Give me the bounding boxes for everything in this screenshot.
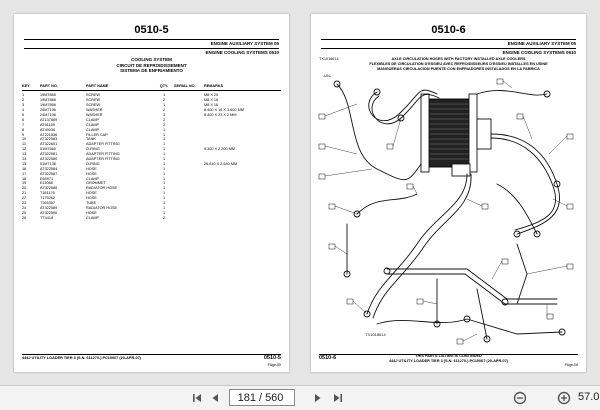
footer-continued: THIS PARTS LISTING IS CONTINUED [415,354,482,358]
parts-table-body [22,93,281,220]
row-part-name: RADIATOR HOSE [86,205,118,210]
row-qty: 1 [162,142,166,147]
row-part-no: T165357 [40,201,55,206]
row-qty: 2 [162,122,166,127]
group-title-fr: CIRCUIT DE REFROIDISSEMENT [116,62,187,68]
zoom-out-button[interactable] [512,390,528,406]
page-title: 0510-5 [134,24,169,36]
header-system: ENGINE AUXILIARY SYSTEM 05 [210,41,279,46]
row-part-no: AT49036 [40,127,56,132]
diagram-label: TX1018614 [365,332,386,337]
row-part-name: HOSE [86,171,97,176]
footer-rule [22,354,281,355]
header-rule [321,48,576,49]
row-part-name: WASHER [86,113,103,117]
row-key: 25 [22,210,27,215]
row-part-name: ADAPTER FITTING [86,142,120,147]
header-section: ENGINE COOLING SYSTEMS 0510 [502,50,576,55]
footer-notes [351,354,546,364]
row-part-name: HOSE [86,166,97,171]
row-remarks: 8.400 X 16 X 1.600 MM [204,108,244,113]
row-key: 24 [22,205,27,210]
row-part-no: AT137869 [40,117,58,122]
row-key: 15 [22,161,27,166]
row-key: 12 [22,147,27,152]
row-key: 1 [22,93,25,98]
parts-table-header [22,82,281,89]
table-row [22,113,281,118]
row-qty: 1 [162,191,166,196]
row-remarks: 8.400 X 23 X 2 MM [204,113,237,117]
next-page-button[interactable] [310,390,326,406]
header-rule [321,39,576,40]
footer-model: 444J UTILITY LOADER TIER 3 (S.N. 611270-) PC10007 (20-APR-07) [22,356,141,360]
cooler-core-drawing [421,94,491,172]
page-separator: / [259,391,263,404]
row-remarks: M8 X 20 [204,93,219,98]
row-part-no: 24M7196 [40,108,56,113]
row-key: 21 [22,191,27,196]
row-qty: 1 [162,157,166,162]
row-qty: 1 [162,166,166,171]
document-page-left [14,14,289,372]
row-key: 2 [22,98,25,103]
row-qty: 1 [162,201,166,206]
col-part-no: PART NO. [40,83,58,88]
row-part-no: 51M7136 [40,161,56,166]
figure-id: TX1018614 [319,57,339,61]
row-part-no: AT322590 [40,210,58,215]
row-key: 18 [22,176,27,181]
footer-page-ref: PAge-06 [564,363,578,367]
row-qty: 2 [162,215,166,220]
row-qty: 1 [162,196,166,201]
row-qty: 1 [162,132,166,137]
row-qty: 2 [162,108,166,113]
col-serial: SERIAL NO. [174,83,196,88]
zoom-out-icon [513,391,527,405]
col-remarks: REMARKS [204,83,224,88]
row-remarks: 9.300 X 2.200 MM [204,147,236,152]
group-title-en: COOLING SYSTEM [131,57,172,62]
header-section: ENGINE COOLING SYSTEMS 0510 [205,50,279,55]
row-key: 5 [22,113,25,117]
table-row [22,108,281,113]
row-part-no: AT322583 [40,137,58,142]
row-key: 19 [22,181,27,186]
previous-page-button[interactable] [207,390,223,406]
table-rule [22,90,281,91]
navigation-toolbar [0,385,600,410]
row-part-name: O-RING [86,161,100,166]
row-qty: 1 [162,205,166,210]
row-part-no: AT322589 [40,205,58,210]
row-part-no: T181176 [40,191,55,196]
row-part-name: CLAMP [86,127,100,132]
row-remarks: 26.610 X 2.540 MM [204,161,238,166]
table-row [22,93,281,98]
row-key: 13 [22,152,27,157]
table-row [22,103,281,108]
row-qty: 1 [162,137,166,142]
row-key: 20 [22,186,27,191]
row-key: 6 [22,117,25,122]
row-qty: 1 [162,181,166,186]
row-qty: 3 [162,113,166,117]
row-qty: 1 [162,103,166,108]
row-remarks: M8 X 16 [204,98,219,103]
row-part-no: AT322584 [40,166,58,171]
group-title-es: MANGUERAS CIRCULACION PUENTE CON ENFRIADORES INSTALADOS EN LA FABRICA [377,66,540,71]
row-part-name: TANK [86,137,96,142]
row-part-name: HOSE [86,210,97,215]
group-title-en: AXLE CIRCULATION HOSES WITH FACTORY INSTALLED AXLE COOLERS [391,57,526,61]
col-qty: QTY. [159,83,169,88]
row-qty: 1 [162,147,166,152]
row-part-no: T175262 [40,196,55,201]
footer-page-ref: PAge-05 [267,363,281,367]
table-row [22,98,281,103]
table-row [22,161,281,166]
row-qty: 1 [162,210,166,215]
row-part-name: FILLER CAP [86,132,108,137]
row-key: 23 [22,201,27,206]
table-row [22,215,281,220]
row-part-name: CLAMP [86,176,100,181]
row-part-name: SCREW [86,98,101,103]
group-title-fr: FLEXIBLES DE CIRCULATION D'ESSIEU AVEC REFROIDISSEURS D'ESSIEU INSTALLES EN USINE [369,61,548,66]
last-page-icon [332,392,344,404]
row-qty: 1 [162,161,166,166]
row-qty: 1 [162,152,166,157]
row-part-no: E65971 [40,176,54,181]
row-part-name: SCREW [86,93,101,98]
header-rule [24,39,279,40]
row-key: 9 [22,132,25,137]
next-page-icon [312,392,324,404]
row-qty: 1 [162,176,166,181]
row-part-no: 19M7865 [40,93,56,98]
row-part-no: 19M7866 [40,98,56,103]
row-qty: 1 [162,186,166,191]
last-page-button[interactable] [330,390,346,406]
row-part-no: E11086 [40,181,53,186]
row-part-name: CLAMP [86,117,100,122]
row-part-no: 51M7660 [40,147,56,152]
exploded-parts-diagram [317,74,579,349]
row-part-name: ADAPTER FITTING [86,152,120,157]
row-part-no: AT322601 [40,142,58,147]
total-pages: 560 [265,391,284,404]
footer-model: 444J UTILITY LOADER TIER 3 (S.N. 611270-) PC10007 (20-APR-07) [389,359,508,363]
row-part-no: TT4418 [40,215,54,220]
row-part-name: CLAMP [86,122,100,127]
page-number-box[interactable] [229,389,295,406]
row-part-name: HOSE [86,191,97,196]
row-key: 7 [22,122,25,127]
footer-page-code: 0510-5 [263,355,281,361]
row-key: 26 [22,215,27,220]
group-title-es: SISTEMA DE ENFRIAMIENTO [120,68,183,73]
row-part-no: 24M7196 [40,113,56,117]
row-part-no: AT322580 [40,157,58,162]
header-rule [24,48,279,49]
header-system: ENGINE AUXILIARY SYSTEM 05 [507,41,576,46]
row-part-name: O-RING [86,147,100,152]
row-key: 4 [22,108,25,113]
row-part-no: AT322587 [40,171,58,176]
first-page-button[interactable] [189,390,205,406]
zoom-in-icon [557,391,571,405]
row-qty: 2 [162,117,166,122]
row-key: 3 [22,103,25,108]
row-part-no: AT221836 [40,132,58,137]
row-part-name: SCREW [86,103,101,108]
row-part-name: ADAPTER FITTING [86,157,120,162]
row-key: 8 [22,127,25,132]
document-page-right [311,14,586,372]
row-qty: 2 [162,98,166,103]
zoom-level[interactable]: 57.0 [578,391,600,403]
row-qty: 1 [162,93,166,98]
figure-unit: -UN- [323,74,332,78]
page-title: 0510-6 [431,24,466,36]
row-remarks: M8 X 16 [204,103,219,108]
row-key: 10 [22,137,27,142]
row-key: 22 [22,196,27,201]
footer-page-code: 0510-6 [319,355,337,361]
row-key: 11 [22,142,26,147]
row-part-name: TUBE [86,201,97,206]
zoom-in-button[interactable] [556,390,572,406]
row-part-name: HOSE [86,196,97,201]
first-page-icon [191,392,203,404]
row-part-name: WASHER [86,108,103,113]
row-part-no: AT322581 [40,152,58,157]
row-key: 17 [22,171,27,176]
row-key: 14 [22,157,27,162]
previous-page-icon [209,392,221,404]
row-part-name: CLAMP [86,215,100,220]
row-part-no: AT61169 [40,122,55,127]
col-part-name: PART NAME [86,83,109,88]
row-part-no: 19M7866 [40,103,56,108]
row-part-name: GROMMET [86,181,106,186]
page-number-input[interactable] [234,392,256,404]
row-qty: 1 [162,127,166,132]
row-part-name: RADIATOR HOSE [86,186,118,191]
col-key: KEY [22,83,30,88]
table-row [22,147,281,152]
row-key: 16 [22,166,27,171]
parts-table [22,82,281,220]
row-part-no: AT322588 [40,186,58,191]
row-qty: 1 [162,171,166,176]
